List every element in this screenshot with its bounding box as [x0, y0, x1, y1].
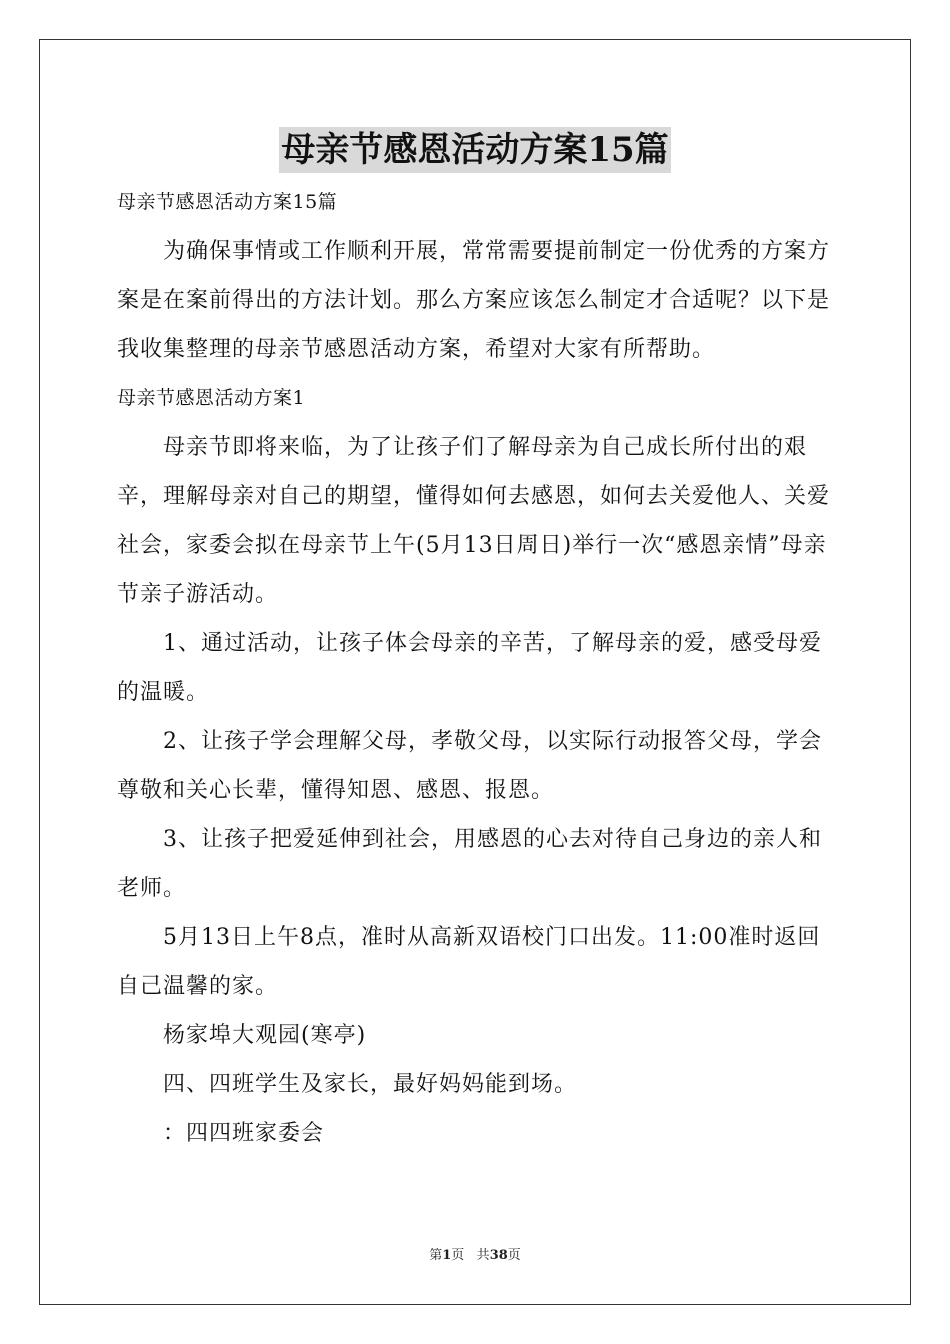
page-footer [0, 1246, 950, 1266]
list-item-2: 2、让孩子学会理解父母，孝敬父母，以实际行动报答父母，学会尊敬和关心长辈，懂得知恩、感恩、报恩。 [117, 729, 822, 803]
total-prefix: 共 [476, 1248, 490, 1263]
schedule-paragraph: 5月13日上午8点，准时从高新双语校门口出发。11:00准时返回自己温馨的家。 [117, 925, 821, 999]
participants-line: 四、四班学生及家长，最好妈妈能到场。 [163, 1072, 578, 1097]
document-body [117, 178, 837, 1158]
subtitle-line: 母亲节感恩活动方案15篇 [117, 191, 338, 213]
page-number: 1 [442, 1248, 452, 1263]
list-item-3: 3、让孩子把爱延伸到社会，用感恩的心去对待自己身边的亲人和老师。 [117, 827, 822, 901]
intro-paragraph: 为确保事情或工作顺利开展，常常需要提前制定一份优秀的方案方案是在案前得出的方法计划。那么方案应该怎么制定才合适呢？以下是我收集整理的母亲节感恩活动方案，希望对大家有所帮助。 [117, 239, 831, 362]
total-pages: 38 [489, 1248, 508, 1263]
title-container [0, 127, 950, 173]
document-title: 母亲节感恩活动方案15篇 [279, 127, 670, 173]
page-unit: 页 [451, 1248, 465, 1263]
organizer-line: ：四四班家委会 [163, 1121, 325, 1146]
location-line: 杨家埠大观园(寒亭) [163, 1023, 367, 1048]
total-unit: 页 [507, 1248, 521, 1263]
page-prefix: 第 [429, 1248, 443, 1263]
section-heading: 母亲节感恩活动方案1 [117, 387, 306, 409]
list-item-1: 1、通过活动，让孩子体会母亲的辛苦，了解母亲的爱，感受母爱的温暖。 [117, 631, 822, 705]
body-paragraph: 母亲节即将来临，为了让孩子们了解母亲为自己成长所付出的艰辛，理解母亲对自己的期望，懂得如何去感恩，如何去关爱他人、关爱社会，家委会拟在母亲节上午(5月13日周日)举行一次“感恩亲情”母亲节亲子游活动。 [117, 435, 831, 607]
